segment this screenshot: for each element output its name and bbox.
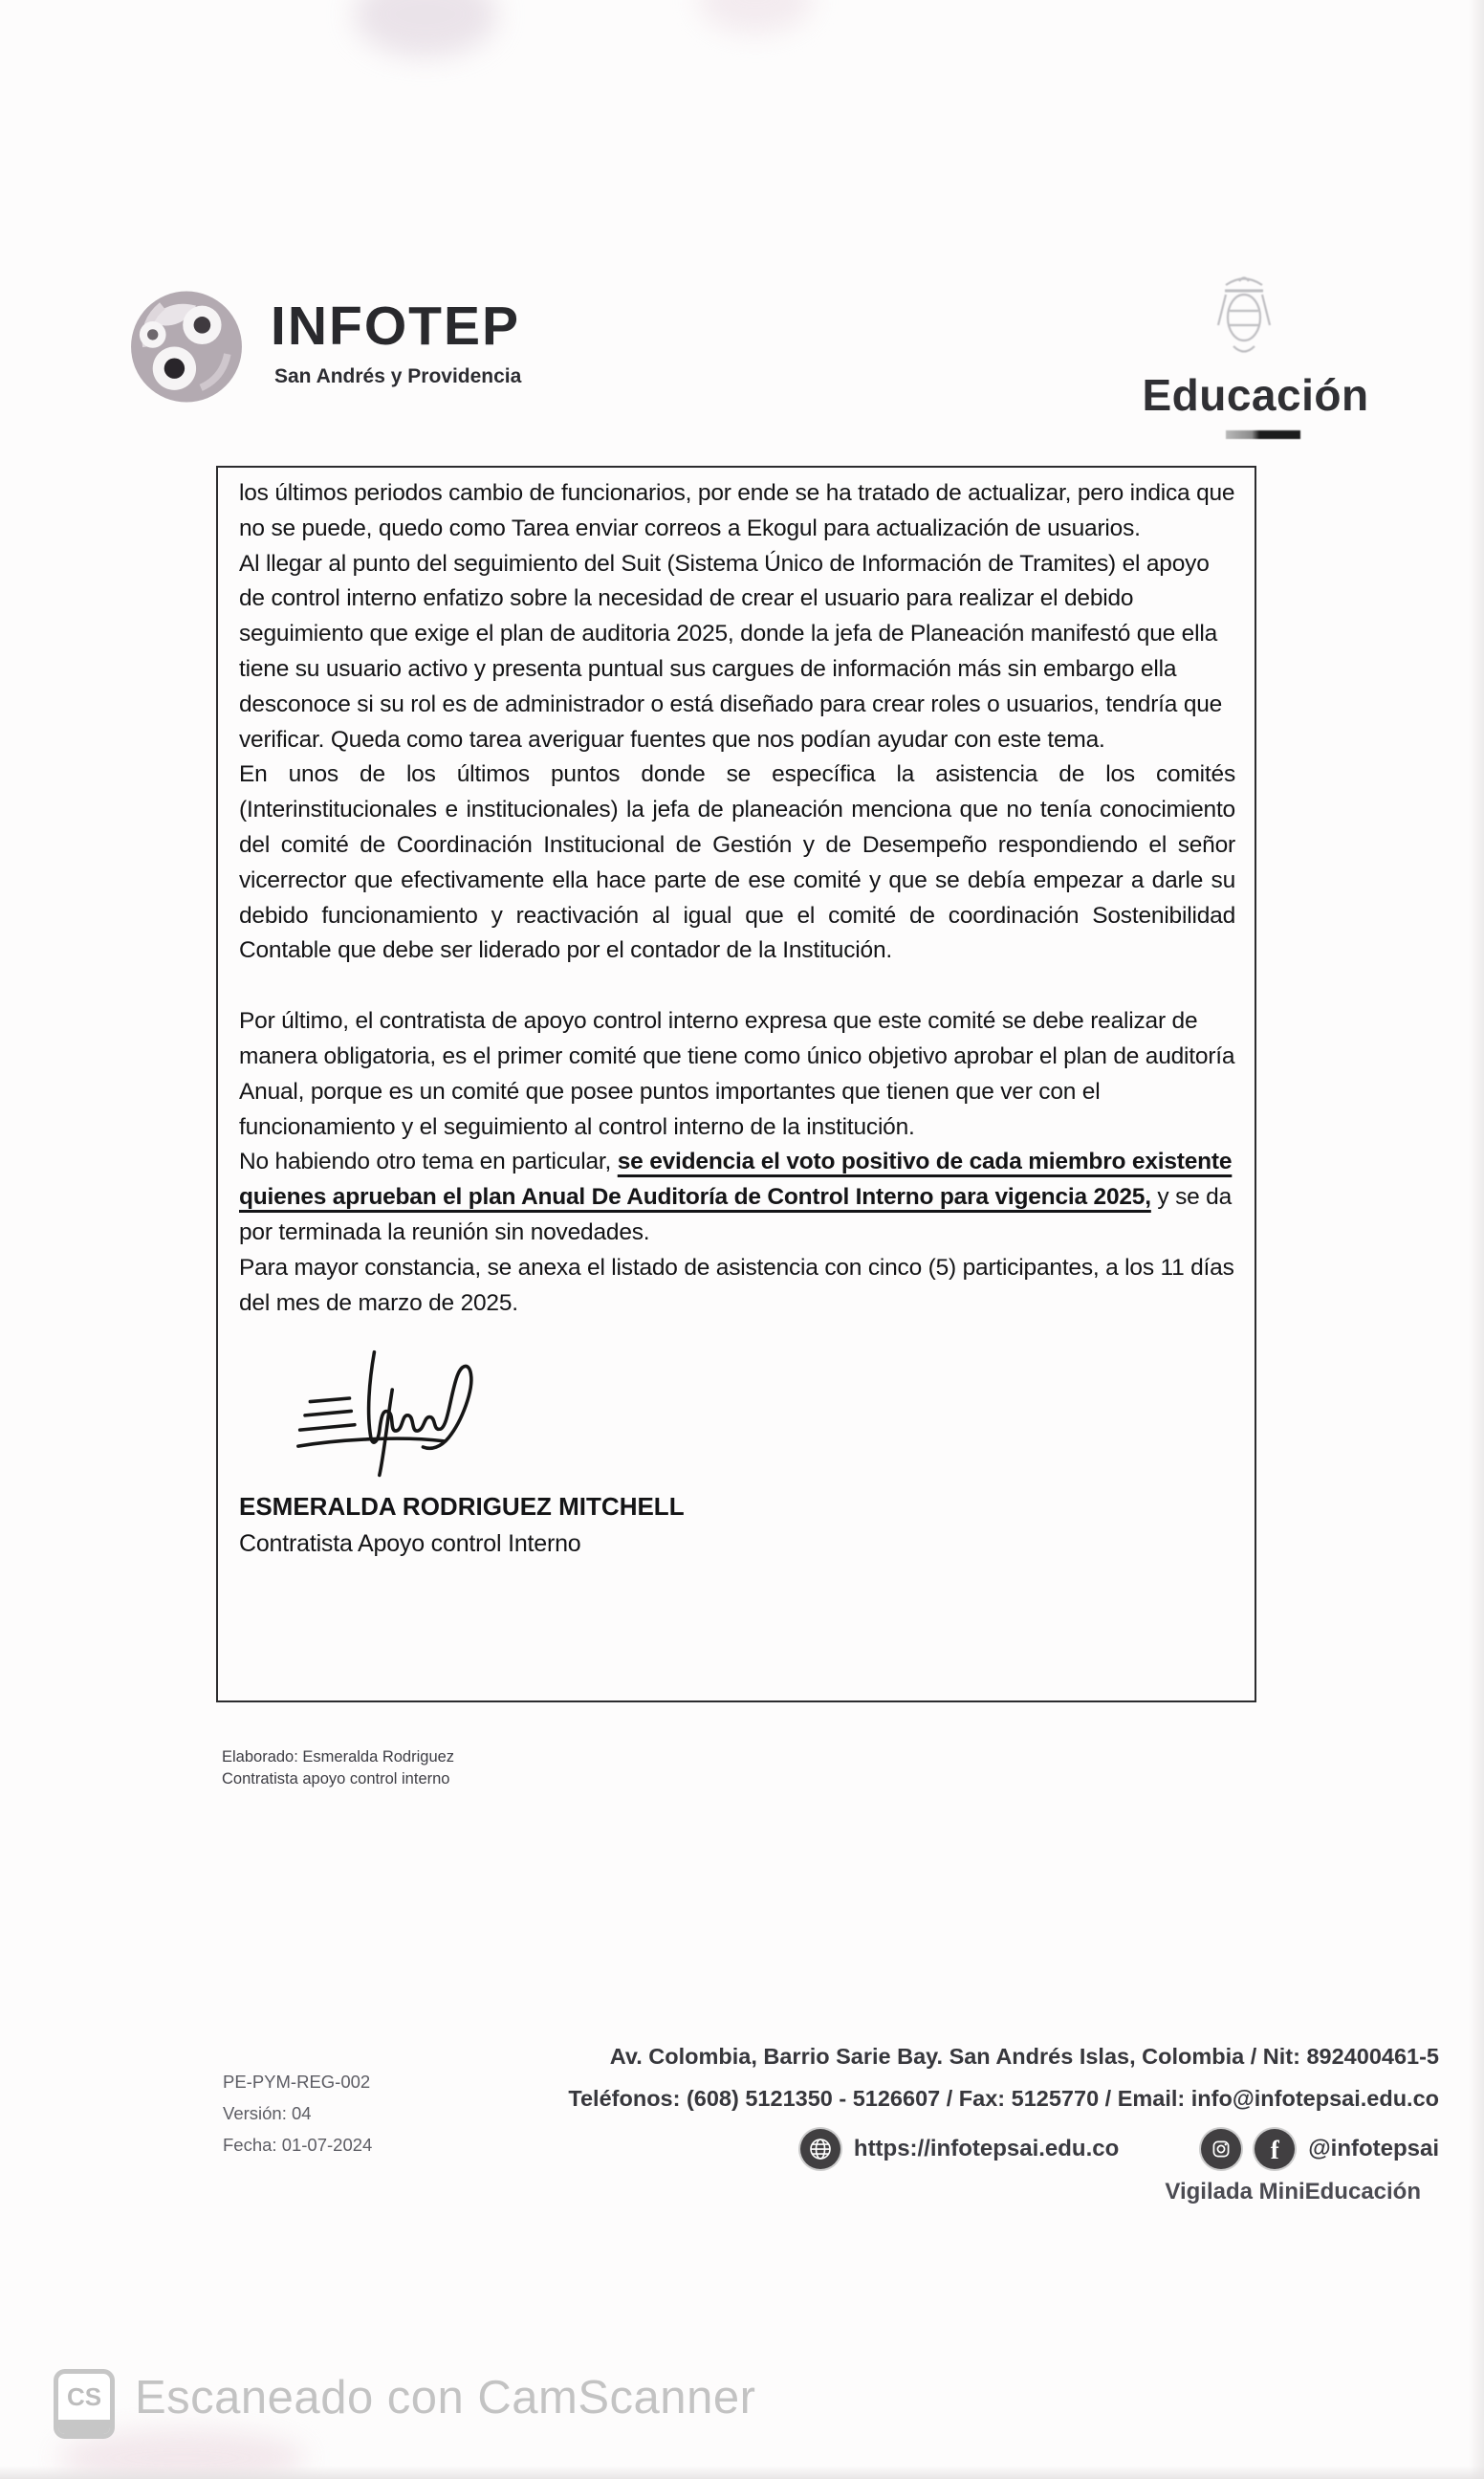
oversight-label: Vigilada MiniEducación	[1165, 2179, 1421, 2205]
scan-artifact	[698, 0, 813, 33]
paragraph-text: y se da por terminada la reunión sin novedades.	[239, 1184, 1233, 1245]
scan-artifact	[354, 0, 497, 57]
footer-website: https://infotepsai.edu.co	[853, 2136, 1120, 2161]
elaborated-by-note	[222, 1746, 454, 1790]
camscanner-logo-icon	[54, 2369, 115, 2439]
logo-wordmark: INFOTEP	[271, 296, 521, 357]
infotep-logo-icon	[126, 283, 247, 410]
document-date: Fecha: 01-07-2024	[223, 2135, 373, 2155]
facebook-icon: f	[1255, 2129, 1295, 2169]
paragraph: los últimos periodos cambio de funcionarios, por ende se ha tratado de actualizar, pero indica que no se puede, quedo como Tarea enviar correos a Ekogul para actualización de usuarios.	[239, 480, 1235, 541]
instagram-icon	[1201, 2129, 1241, 2169]
footer-address-line: Av. Colombia, Barrio Sarie Bay. San Andrés Islas, Colombia / Nit: 892400461-5	[609, 2044, 1439, 2069]
footer-phones-line: Teléfonos: (608) 5121350 - 5126607 / Fax: 5125770 / Email: info@infotepsai.edu.co	[568, 2086, 1439, 2111]
paragraph: En unos de los últimos puntos donde se específica la asistencia de los comités (Interinstitucionales e institucionales) la jefa de planeación menciona que no tenía conocimiento del comité de Coordinación Institucional de Gestión y de Desempeño respondiendo el señor vicerrector que efectivamente ella hace parte de ese comité y que se debía empezar a darle su debido funcionamiento y reactivación al igual que el comité de coordinación Sostenibilidad Contable que debe ser liderado por el contador de la Institución.	[239, 761, 1235, 964]
scan-edge-shadow	[1469, 0, 1484, 2479]
paragraph: Por último, el contratista de apoyo control interno expresa que este comité se debe realizar de manera obligatoria, es el primer comité que tiene como único objetivo aprobar el plan de auditoría Anual, porque es un comité que posee puntos importantes que tienen que ver con el funcionamiento y el seguimiento al control interno de la institución.	[239, 1008, 1235, 1140]
ministry-wordmark: Educación	[1142, 370, 1369, 420]
document-code: PE-PYM-REG-002	[223, 2072, 371, 2092]
elaborated-by-role: Contratista apoyo control interno	[222, 1770, 450, 1788]
camscanner-badge-band	[58, 2420, 110, 2434]
ministry-underline-mark	[1226, 430, 1300, 439]
minutes-text-box	[216, 466, 1256, 1702]
logo-subtitle: San Andrés y Providencia	[274, 365, 522, 387]
camscanner-badge-letters: CS	[66, 2381, 102, 2411]
signer-name: ESMERALDA RODRIGUEZ MITCHELL	[239, 1492, 685, 1522]
signer-role: Contratista Apoyo control Interno	[239, 1530, 581, 1558]
footer-social-handle: @infotepsai	[1308, 2136, 1439, 2161]
elaborated-by-line: Elaborado: Esmeralda Rodriguez	[222, 1748, 455, 1766]
globe-icon	[800, 2129, 840, 2169]
document-version: Versión: 04	[223, 2103, 312, 2123]
paragraph-text: No habiendo otro tema en particular,	[239, 1149, 618, 1175]
paragraph: Para mayor constancia, se anexa el listado de asistencia con cinco (5) participantes, a los 11 días del mes de marzo de 2025.	[239, 1254, 1234, 1316]
footer-contact-block	[229, 2035, 1439, 2119]
paragraph-with-highlight	[239, 1145, 1235, 1250]
handwritten-signature	[279, 1342, 1235, 1487]
paragraph: Al llegar al punto del seguimiento del Suit (Sistema Único de Información de Tramites) el apoyo de control interno enfatizo sobre la necesidad de crear el usuario para realizar el debido seguimiento que exige el plan de auditoria 2025, donde la jefa de Planeación manifestó que ella tiene su usuario activo y presenta puntual sus cargues de información más sin embargo ella desconoce si su rol es de administrador o está diseñado para crear roles o usuarios, tendría que verificar. Queda como tarea averiguar fuentes que nos podían ayudar con este tema.	[239, 550, 1223, 753]
scan-edge-shadow	[0, 2466, 1484, 2479]
colombia-crest-icon	[1212, 270, 1276, 372]
approval-highlight-text: se evidencia el voto positivo de cada miembro existente quienes aprueban el plan Anual De Auditoría de Control Interno para vigencia 2025,	[239, 1149, 1233, 1211]
camscanner-watermark-text: Escaneado con CamScanner	[135, 2372, 756, 2424]
footer-web-row	[229, 2129, 1439, 2169]
